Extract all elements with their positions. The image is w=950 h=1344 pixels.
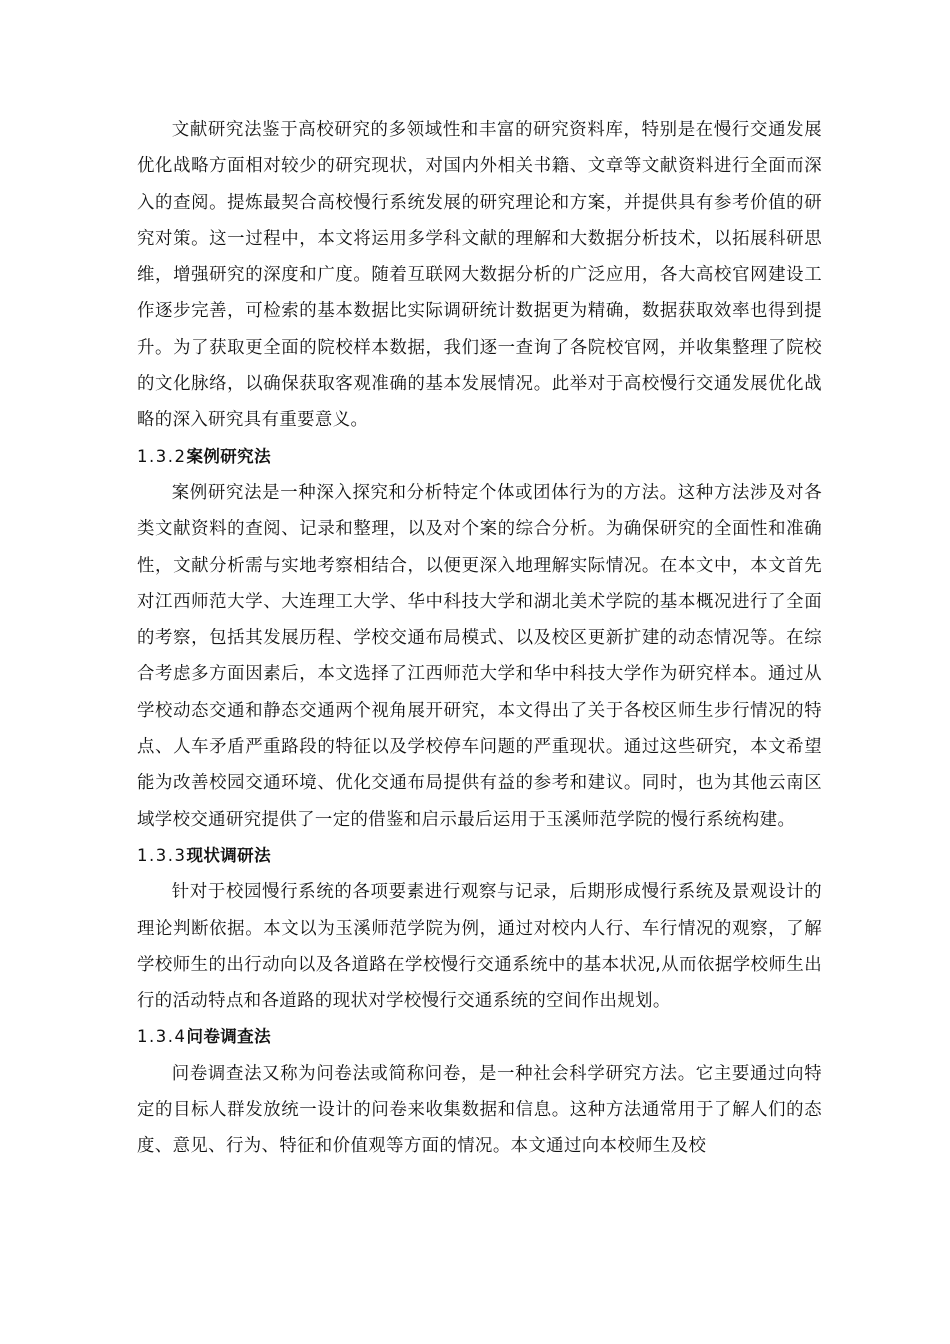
heading-1-3-4 [137, 1019, 822, 1055]
heading-number: 1.3.2 [137, 446, 187, 466]
heading-title: 问卷调查法 [186, 1027, 271, 1047]
heading-title: 案例研究法 [186, 446, 271, 466]
paragraph-field-survey: 针对于校园慢行系统的各项要素进行观察与记录，后期形成慢行系统及景观设计的理论判断依据。本文以为玉溪师范学院为例，通过对校内人行、车行情况的观察，了解学校师生的出行动向以及各道路在学校慢行交通系统中的基本状况,从而依据学校师生出行的活动特点和各道路的现状对学校慢行交通系统的空间作出规划。 [137, 882, 822, 1012]
paragraph-questionnaire: 问卷调查法又称为问卷法或简称问卷，是一种社会科学研究方法。它主要通过向特定的目标人群发放统一设计的问卷来收集数据和信息。这种方法通常用于了解人们的态度、意见、行为、特征和价值观等方面的情况。本文通过向本校师生及校 [137, 1063, 822, 1157]
heading-number: 1.3.4 [137, 1027, 187, 1047]
paragraph-case-study: 案例研究法是一种深入探究和分析特定个体或团体行为的方法。这种方法涉及对各类文献资料的查阅、记录和整理，以及对个案的综合分析。为确保研究的全面性和准确性，文献分析需与实地考察相结合，以便更深入地理解实际情况。在本文中，本文首先对江西师范大学、大连理工大学、华中科技大学和湖北美术学院的基本概况进行了全面的考察，包括其发展历程、学校交通布局模式、以及校区更新扩建的动态情况等。在综合考虑多方面因素后，本文选择了江西师范大学和华中科技大学作为研究样本。通过从学校动态交通和静态交通两个视角展开研究，本文得出了关于各校区师生步行情况的特点、人车矛盾严重路段的特征以及学校停车问题的严重现状。通过这些研究，本文希望能为改善校园交通环境、优化交通布局提供有益的参考和建议。同时，也为其他云南区域学校交通研究提供了一定的借鉴和启示最后运用于玉溪师范学院的慢行系统构建。 [137, 482, 822, 830]
heading-title: 现状调研法 [186, 845, 271, 865]
heading-1-3-3 [137, 838, 822, 874]
paragraph-literature-research: 文献研究法鉴于高校研究的多领域性和丰富的研究资料库，特别是在慢行交通发展优化战略方面相对较少的研究现状，对国内外相关书籍、文章等文献资料进行全面而深入的查阅。提炼最契合高校慢行系统发展的研究理论和方案，并提供具有参考价值的研究对策。这一过程中，本文将运用多学科文献的理解和大数据分析技术，以拓展科研思维，增强研究的深度和广度。随着互联网大数据分析的广泛应用，各大高校官网建设工作逐步完善，可检索的基本数据比实际调研统计数据更为精确，数据获取效率也得到提升。为了获取更全面的院校样本数据，我们逐一查询了各院校官网，并收集整理了院校的文化脉络，以确保获取客观准确的基本发展情况。此举对于高校慢行交通发展优化战略的深入研究具有重要意义。 [137, 120, 822, 431]
heading-1-3-2 [137, 439, 822, 475]
heading-number: 1.3.3 [137, 845, 187, 865]
